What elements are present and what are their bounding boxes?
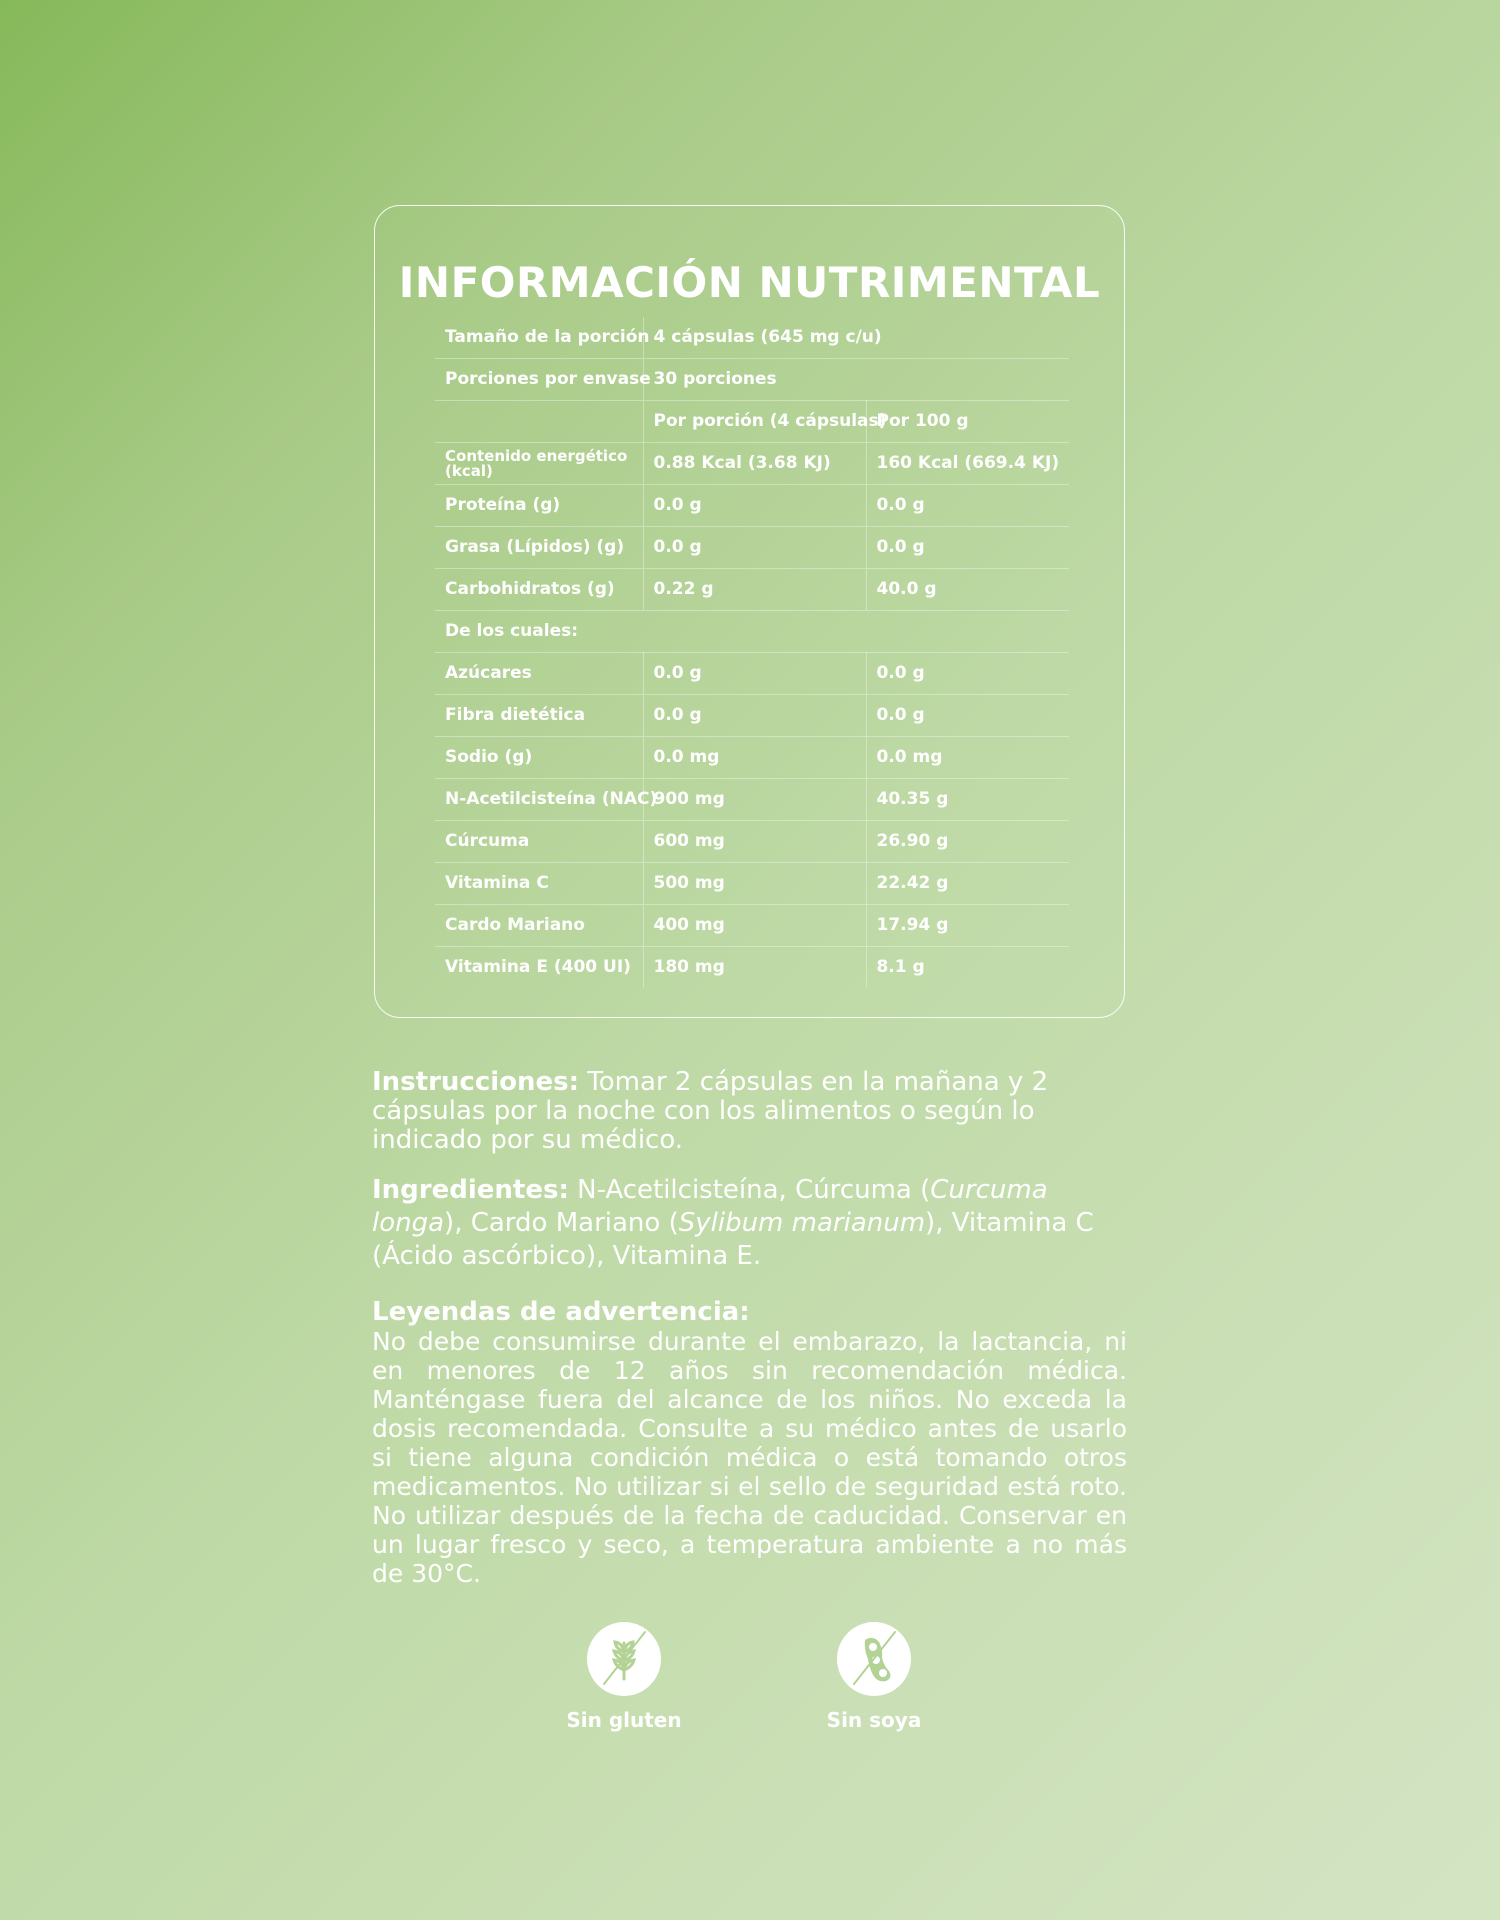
row-label: Vitamina C xyxy=(435,863,643,905)
per-serving-value: 600 mg xyxy=(643,821,866,863)
per-serving-value: 0.88 Kcal (3.68 KJ) xyxy=(643,443,866,485)
row-label: Carbohidratos (g) xyxy=(435,569,643,611)
table-row xyxy=(435,863,1069,905)
ingredient-scientific-name-2: Sylibum marianum xyxy=(678,1208,926,1238)
column-header-row xyxy=(435,401,1069,443)
instructions-text: Tomar 2 cápsulas en la mañana y 2 cápsulas por la noche con los alimentos o según lo indicado por su médico. xyxy=(372,1067,1049,1155)
ingredients-text-2: ), Cardo Mariano ( xyxy=(444,1208,679,1238)
per-serving-value: 180 mg xyxy=(643,947,866,989)
ingredients-text-1: N-Acetilcisteína, Cúrcuma ( xyxy=(568,1175,931,1205)
table-row xyxy=(435,527,1069,569)
per-100g-value: 0.0 g xyxy=(866,653,1069,695)
instructions-heading: Instrucciones: xyxy=(372,1067,580,1097)
row-label: Porciones por envase xyxy=(435,359,643,401)
per-100g-value: 8.1 g xyxy=(866,947,1069,989)
table-row xyxy=(435,737,1069,779)
nutrition-panel xyxy=(374,205,1125,1018)
per-serving-value: 0.0 g xyxy=(643,485,866,527)
per-100g-value: 0.0 g xyxy=(866,695,1069,737)
per-serving-value: 0.0 mg xyxy=(643,737,866,779)
row-label: Proteína (g) xyxy=(435,485,643,527)
warning-heading: Leyendas de advertencia: xyxy=(372,1297,750,1327)
row-label: Sodio (g) xyxy=(435,737,643,779)
per-100g-value: 40.0 g xyxy=(866,569,1069,611)
table-row xyxy=(435,485,1069,527)
warning-section xyxy=(372,1297,1127,1588)
per-serving-value: 400 mg xyxy=(643,905,866,947)
row-label: Contenido energético (kcal) xyxy=(435,443,643,485)
row-label: Tamaño de la porción xyxy=(435,317,643,359)
row-label: Grasa (Lípidos) (g) xyxy=(435,527,643,569)
table-row xyxy=(435,359,1069,401)
per-100g-value: 22.42 g xyxy=(866,863,1069,905)
per-serving-value: 0.0 g xyxy=(643,527,866,569)
per-serving-value: 900 mg xyxy=(643,779,866,821)
table-row xyxy=(435,905,1069,947)
panel-title: INFORMACIÓN NUTRIMENTAL xyxy=(398,258,1101,307)
table-row xyxy=(435,821,1069,863)
badge-gluten-free xyxy=(534,1622,714,1732)
empty-header-cell xyxy=(435,401,643,443)
ingredients-text-3: ), Vitamina C (Ácido ascórbico), Vitamina E. xyxy=(372,1208,1094,1271)
per-serving-value: 500 mg xyxy=(643,863,866,905)
ingredients-heading: Ingredientes: xyxy=(372,1175,569,1205)
row-label: N-Acetilcisteína (NAC) xyxy=(435,779,643,821)
row-label: Cúrcuma xyxy=(435,821,643,863)
per-100g-value: 40.35 g xyxy=(866,779,1069,821)
per-serving-value: 0.0 g xyxy=(643,695,866,737)
warning-text: No debe consumirse durante el embarazo, la lactancia, ni en menores de 12 años sin recomendación médica. Manténgase fuera del alcance de los niños. No exceda la dosis recomendada. Consulte a su médico antes de usarlo si tiene alguna condición médica o está tomando otros medicamentos. No utilizar si el sello de seguridad está roto. No utilizar después de la fecha de caducidad. Conservar en un lugar fresco y seco, a temperatura ambiente a no más de 30°C. xyxy=(372,1327,1127,1588)
column-header-per-serving: Por porción (4 cápsulas) xyxy=(643,401,866,443)
subheading-row xyxy=(435,611,1069,653)
table-row xyxy=(435,653,1069,695)
table-row xyxy=(435,947,1069,989)
per-serving-value: 0.0 g xyxy=(643,653,866,695)
per-100g-value: 0.0 mg xyxy=(866,737,1069,779)
no-soy-icon xyxy=(837,1622,911,1696)
table-row xyxy=(435,317,1069,359)
row-value: 30 porciones xyxy=(643,359,1069,401)
instructions-section xyxy=(372,1068,1127,1155)
per-100g-value: 17.94 g xyxy=(866,905,1069,947)
per-100g-value: 0.0 g xyxy=(866,485,1069,527)
no-gluten-icon xyxy=(587,1622,661,1696)
row-label: Vitamina E (400 UI) xyxy=(445,957,631,978)
badge-soy-free xyxy=(784,1622,964,1732)
table-row xyxy=(435,695,1069,737)
row-value: 4 cápsulas (645 mg c/u) xyxy=(643,317,1069,359)
per-100g-value: 160 Kcal (669.4 KJ) xyxy=(866,443,1069,485)
subheading: De los cuales: xyxy=(435,611,1069,653)
column-header-per-100g: Por 100 g xyxy=(866,401,1069,443)
row-label: Azúcares xyxy=(435,653,643,695)
per-100g-value: 0.0 g xyxy=(866,527,1069,569)
per-serving-value: 0.22 g xyxy=(643,569,866,611)
ingredient-scientific-name-1: Curcuma longa xyxy=(372,1175,1048,1238)
table-row xyxy=(435,443,1069,485)
row-label: Fibra dietética xyxy=(435,695,643,737)
per-100g-value: 26.90 g xyxy=(866,821,1069,863)
nutrition-table xyxy=(435,317,1069,988)
badge-label: Sin gluten xyxy=(566,1708,682,1732)
badge-label: Sin soya xyxy=(826,1708,922,1732)
table-row xyxy=(435,779,1069,821)
ingredients-section xyxy=(372,1174,1127,1273)
table-row xyxy=(435,569,1069,611)
row-label: Cardo Mariano xyxy=(435,905,643,947)
